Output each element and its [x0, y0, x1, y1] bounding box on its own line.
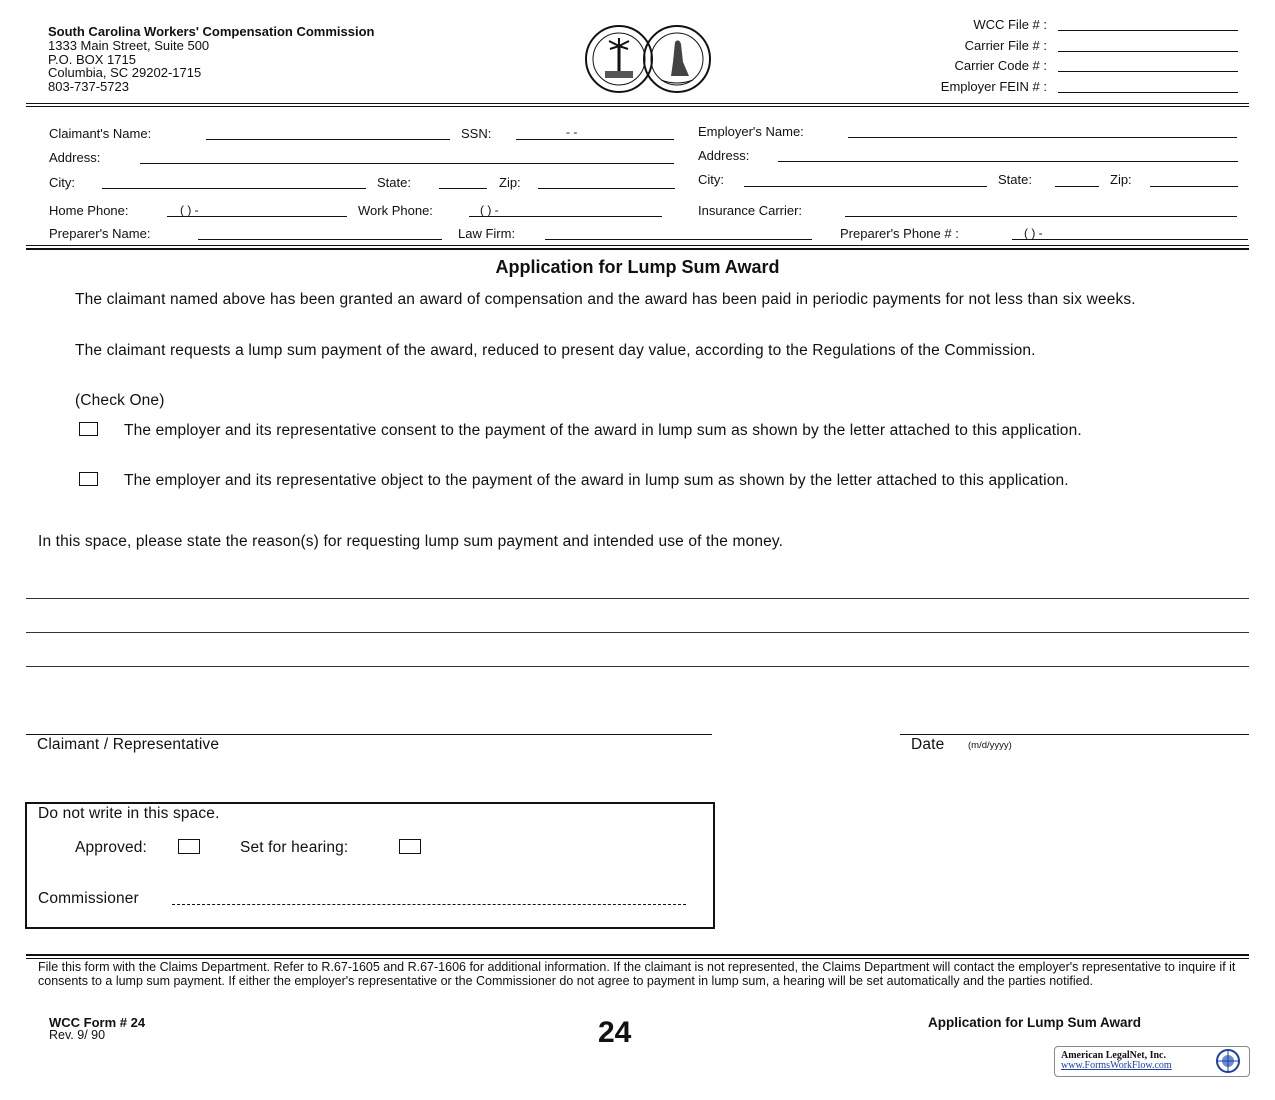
request-paragraph: The claimant requests a lump sum payment of the award, reduced to present day value, according to the Regulations of the Commission.: [75, 342, 1036, 359]
preparer-name-field[interactable]: [198, 239, 442, 240]
claimant-state-label: State:: [377, 175, 411, 190]
preparer-name-label: Preparer's Name:: [49, 226, 151, 241]
claimant-address-field[interactable]: [140, 163, 674, 164]
form-title: Application for Lump Sum Award: [495, 257, 780, 277]
claimant-city-field[interactable]: [102, 188, 366, 189]
preparer-phone-placeholder: ( ) -: [1024, 226, 1043, 240]
ssn-placeholder: - -: [566, 125, 578, 139]
claimant-state-field[interactable]: [439, 188, 487, 189]
date-format-hint: (m/d/yyyy): [968, 740, 1012, 751]
commissioner-label: Commissioner: [38, 890, 139, 907]
preparer-phone-label: Preparer's Phone # :: [840, 226, 959, 241]
employer-zip-field[interactable]: [1150, 186, 1238, 187]
reason-line[interactable]: [26, 632, 1249, 633]
commission-name: South Carolina Workers' Compensation Commission: [48, 24, 375, 39]
header-divider: [26, 103, 1249, 104]
employer-address-label: Address:: [698, 148, 750, 163]
employer-zip-label: Zip:: [1110, 172, 1132, 187]
home-phone-placeholder: ( ) -: [180, 203, 199, 217]
law-firm-field[interactable]: [545, 239, 812, 240]
approved-checkbox[interactable]: [178, 839, 200, 854]
address-line: 803-737-5723: [48, 78, 129, 94]
address-line: P.O. BOX 1715: [48, 51, 136, 67]
signature-label: Claimant / Representative: [37, 736, 220, 753]
section-divider: [26, 245, 1249, 246]
work-phone-placeholder: ( ) -: [480, 203, 499, 217]
home-phone-label: Home Phone:: [49, 203, 129, 218]
insurance-carrier-field[interactable]: [845, 216, 1237, 217]
claimant-city-label: City:: [49, 175, 75, 190]
header-divider: [26, 106, 1249, 107]
reason-prompt: In this space, please state the reason(s) for requesting lump sum payment and intended use of the money.: [38, 533, 784, 550]
consent-checkbox[interactable]: [79, 422, 98, 436]
date-label: Date: [911, 736, 945, 753]
form-number: WCC Form # 24: [49, 1015, 146, 1030]
employer-fein-label: Employer FEIN # :: [940, 79, 1047, 94]
law-firm-label: Law Firm:: [458, 226, 516, 241]
carrier-code-label: Carrier Code # :: [954, 58, 1047, 73]
reason-line[interactable]: [26, 666, 1249, 667]
ssn-label: SSN:: [461, 126, 492, 141]
state-seal-icon: [583, 16, 713, 102]
employer-state-label: State:: [998, 172, 1032, 187]
employer-name-label: Employer's Name:: [698, 124, 804, 139]
award-paragraph: The claimant named above has been granted an award of compensation and the award has been paid in periodic payments for not less than six weeks.: [75, 291, 1136, 308]
claimant-name-field[interactable]: [206, 139, 450, 140]
employer-state-field[interactable]: [1055, 186, 1099, 187]
vendor-url[interactable]: www.FormsWorkFlow.com: [1061, 1060, 1172, 1071]
ssn-field[interactable]: [516, 139, 674, 140]
consent-option-text: The employer and its representative consent to the payment of the award in lump sum as shown by the letter attached to this application.: [124, 422, 1082, 439]
commissioner-field[interactable]: [172, 904, 686, 905]
hearing-checkbox[interactable]: [399, 839, 421, 854]
employer-city-label: City:: [698, 172, 724, 187]
employer-name-field[interactable]: [848, 137, 1237, 138]
claimant-name-label: Claimant's Name:: [49, 126, 152, 141]
footer-divider: [26, 954, 1249, 956]
carrier-code-field[interactable]: [1058, 71, 1238, 72]
insurance-carrier-label: Insurance Carrier:: [698, 203, 803, 218]
preparer-phone-field[interactable]: [1012, 239, 1248, 240]
approved-label: Approved:: [75, 839, 148, 856]
signature-line[interactable]: [26, 734, 712, 735]
footer-instructions: File this form with the Claims Department. Refer to R.67-1605 and R.67-1606 for additional information. If the claimant is not represented, the Claims Department will contact the employer's representative to inquire if it consents to a lump sum payment. If either the employer's representative or the Commissioner do not agree to payment in lump sum, a hearing will be set automatically and the parties notified.: [38, 960, 1236, 988]
carrier-file-label: Carrier File # :: [964, 38, 1047, 53]
claimant-zip-label: Zip:: [499, 175, 521, 190]
object-checkbox[interactable]: [79, 472, 98, 486]
vendor-globe-icon: [1211, 1048, 1245, 1074]
section-divider: [26, 248, 1249, 250]
check-one-label: (Check One): [75, 392, 165, 409]
wcc-file-field[interactable]: [1058, 30, 1238, 31]
wcc-file-label: WCC File # :: [973, 17, 1047, 32]
claimant-zip-field[interactable]: [538, 188, 675, 189]
vendor-name: American LegalNet, Inc.: [1061, 1050, 1166, 1061]
reason-line[interactable]: [26, 598, 1249, 599]
address-line: 1333 Main Street, Suite 500: [48, 38, 210, 53]
claimant-address-label: Address:: [49, 150, 101, 165]
form-revision: Rev. 9/ 90: [49, 1028, 106, 1042]
form-big-number: 24: [598, 1016, 632, 1049]
employer-address-field[interactable]: [778, 161, 1238, 162]
hearing-label: Set for hearing:: [240, 839, 349, 856]
date-line[interactable]: [900, 734, 1249, 735]
object-option-text: The employer and its representative object to the payment of the award in lump sum as shown by the letter attached to this application.: [124, 472, 1069, 489]
carrier-file-field[interactable]: [1058, 51, 1238, 52]
commission-address: [48, 39, 209, 93]
footer-divider: [26, 958, 1249, 959]
office-use-heading: Do not write in this space.: [38, 805, 220, 822]
work-phone-label: Work Phone:: [358, 203, 433, 218]
employer-fein-field[interactable]: [1058, 92, 1238, 93]
address-line: Columbia, SC 29202-1715: [48, 65, 202, 80]
employer-city-field[interactable]: [744, 186, 987, 187]
footer-form-title: Application for Lump Sum Award: [928, 1015, 1142, 1030]
